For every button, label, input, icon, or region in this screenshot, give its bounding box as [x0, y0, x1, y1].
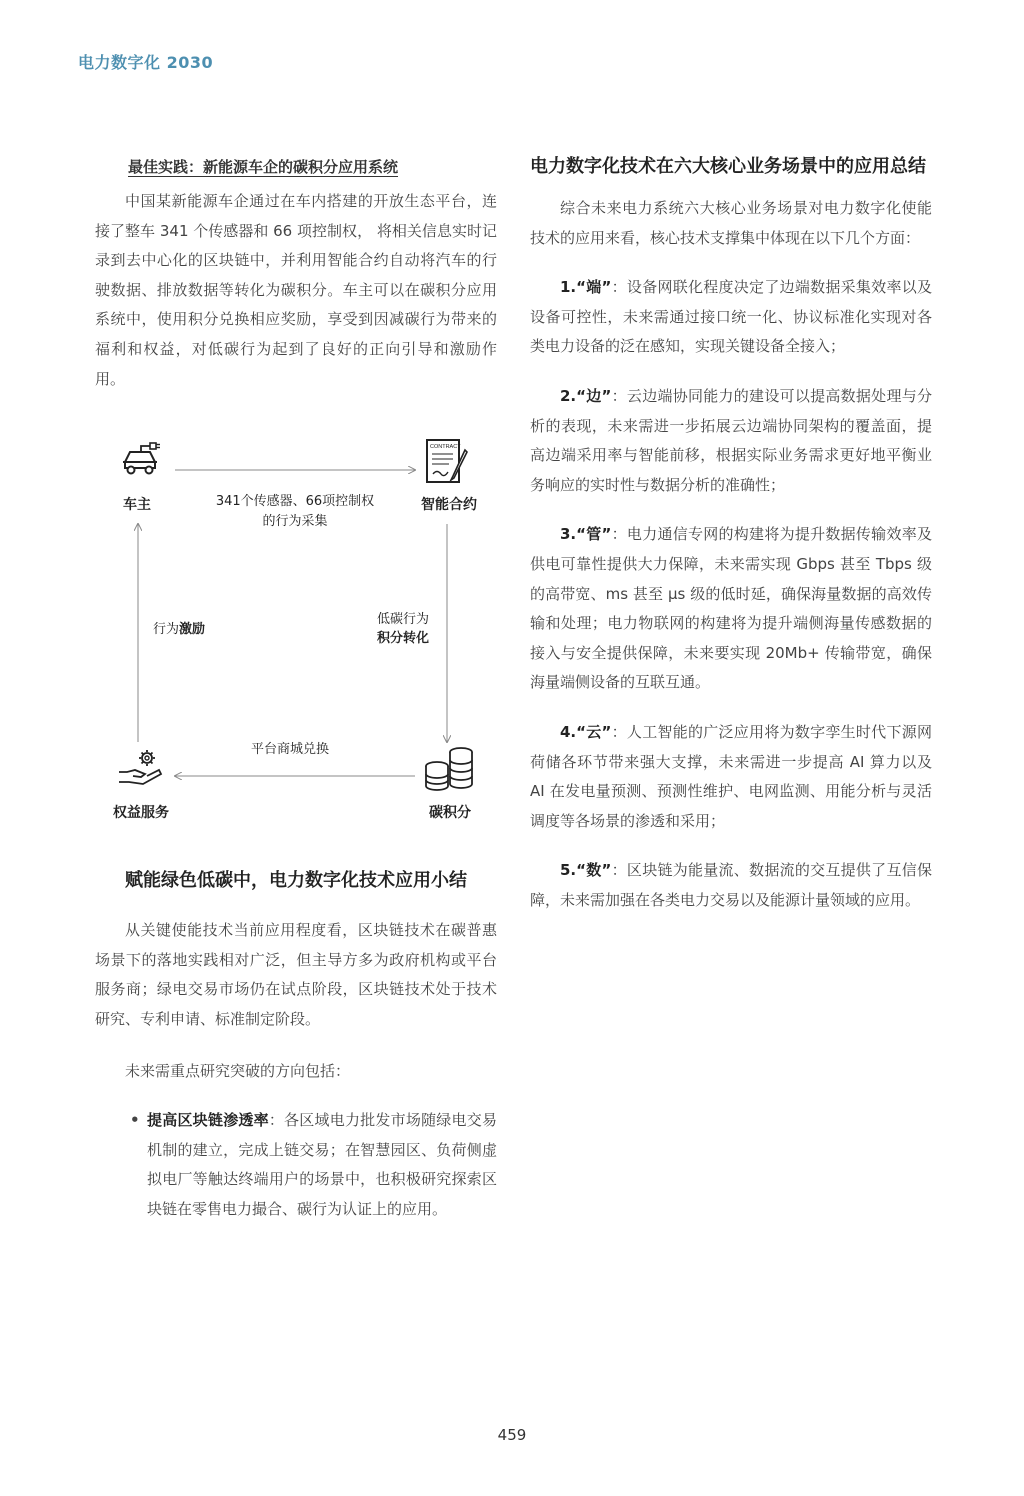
list-item-text: ：人工智能的广泛应用将为数字孪生时代下源网荷储各环节带来强大支撑，未来需进一步提高 AI 算力以及 AI 在发电量预测、预测性维护、电网监测、用能分析与灵活调度等各场景的渗透和采用；: [530, 722, 932, 830]
edge-bottom-label: 平台商城兑换: [251, 742, 330, 758]
list-item-label: 4.“云”: [560, 722, 612, 741]
bullet-text: ：各区域电力批发市场随绿电交易机制的建立，完成上链交易；在智慧园区、负荷侧虚拟电厂等触达终端用户的场景中，也积极研究探索区块链在零售电力撮合、碳行为认证上的应用。: [147, 1111, 497, 1218]
contract-icon-text: CONTRACT: [430, 444, 461, 451]
list-item-label: 5.“数”: [560, 861, 612, 880]
bullet-item: [95, 1106, 497, 1224]
list-item: [530, 718, 932, 836]
list-item-text: ：云边端协同能力的建设可以提高数据处理与分析的表现，未来需进一步拓展云边端协同架构的覆盖面，提高边端采用率与智能前移，根据实际业务需求更好地平衡业务响应的实时性与数据分析的准确性；: [530, 386, 932, 494]
list-item-label: 1.“端”: [560, 278, 612, 297]
carbon-credit-flow-diagram: [95, 436, 497, 826]
car-icon: [117, 440, 165, 484]
edge-top-line2: 的行为采集: [262, 514, 328, 530]
coin-stack-icon: [421, 744, 477, 794]
right-section-title: 电力数字化技术在六大核心业务场景中的应用总结: [530, 156, 926, 177]
list-item-text: ：电力通信专网的构建将为提升数据传输效率及供电可靠性提供大力保障，未来需实现 Gbps 甚至 Tbps 级的高带宽、ms 甚至 μs 级的低时延，确保海量数据的高效传输和处理；电力物联网的构建将为提升端侧海量传感数据的接入与安全提供保障，未来要实现 20Mb+ 传输带宽，确保海量端侧设备的互联互通。: [530, 525, 932, 692]
left-section-title: 赋能绿色低碳中，电力数字化技术应用小结: [125, 870, 467, 892]
left-section-paragraph: 从关键使能技术当前应用程度看，区块链技术在碳普惠场景下的落地实践相对广泛，但主导方多为政府机构或平台服务商；绿电交易市场仍在试点阶段，区块链技术处于技术研究、专利申请、标准制定阶段。: [95, 921, 497, 1028]
edge-right-label: [377, 610, 429, 648]
list-item-text: ：区块链为能量流、数据流的交互提供了互信保障，未来需加强在各类电力交易以及能源计量领域的应用。: [530, 861, 932, 909]
right-column: [530, 150, 932, 915]
case-study-paragraph: 中国某新能源车企通过在车内搭建的开放生态平台，连接了整车 341 个传感器和 66 项控制权， 将相关信息实时记录到去中心化的区块链中，并利用智能合约自动将汽车的行驶数据、排放数据等转化为碳积分。车主可以在碳积分应用系统中，使用积分兑换相应奖励，享受到因减碳行为带来的福利和权益，对低碳行为起到了良好的正向引导和激励作用。: [95, 192, 497, 388]
list-item: [530, 520, 932, 698]
node-owner-label: 车主: [123, 497, 151, 514]
list-item: [530, 382, 932, 500]
list-item: [530, 856, 932, 915]
document-header-title: 电力数字化 2030: [78, 53, 214, 72]
case-study-title: 最佳实践：新能源车企的碳积分应用系统: [128, 158, 399, 176]
node-contract-label: 智能合约: [421, 497, 477, 514]
hand-gear-icon: [117, 748, 167, 788]
list-item-label: 2.“边”: [560, 386, 612, 405]
contract-icon: [423, 436, 469, 488]
edge-right-line1: 低碳行为: [377, 612, 430, 628]
bullet-dot: •: [130, 1111, 140, 1130]
edge-left-label: [153, 618, 205, 637]
node-credits-label: 碳积分: [429, 805, 471, 822]
edge-left-prefix: 行为: [153, 622, 180, 638]
list-item-text: ：设备网联化程度决定了边端数据采集效率以及设备可控性，未来需通过接口统一化、协议标准化实现对各类电力设备的泛在感知，实现关键设备全接入；: [530, 278, 932, 356]
list-item: [530, 273, 932, 362]
list-item-label: 3.“管”: [560, 525, 612, 544]
right-section-intro: 综合未来电力系统六大核心业务场景对电力数字化使能技术的应用来看，核心技术支撑集中体现在以下几个方面：: [530, 199, 932, 247]
bullet-lead: 提高区块链渗透率: [147, 1111, 269, 1130]
edge-right-line2: 积分转化: [377, 631, 430, 647]
page-number: 459: [497, 1426, 527, 1444]
edge-top-line1: 341个传感器、66项控制权: [215, 494, 375, 510]
node-rights-label: 权益服务: [113, 805, 169, 822]
left-section-intro: 未来需重点研究突破的方向包括：: [125, 1061, 351, 1080]
left-column: [95, 150, 497, 1225]
edge-left-bold: 激励: [179, 622, 206, 638]
edge-top-label: [195, 492, 395, 532]
